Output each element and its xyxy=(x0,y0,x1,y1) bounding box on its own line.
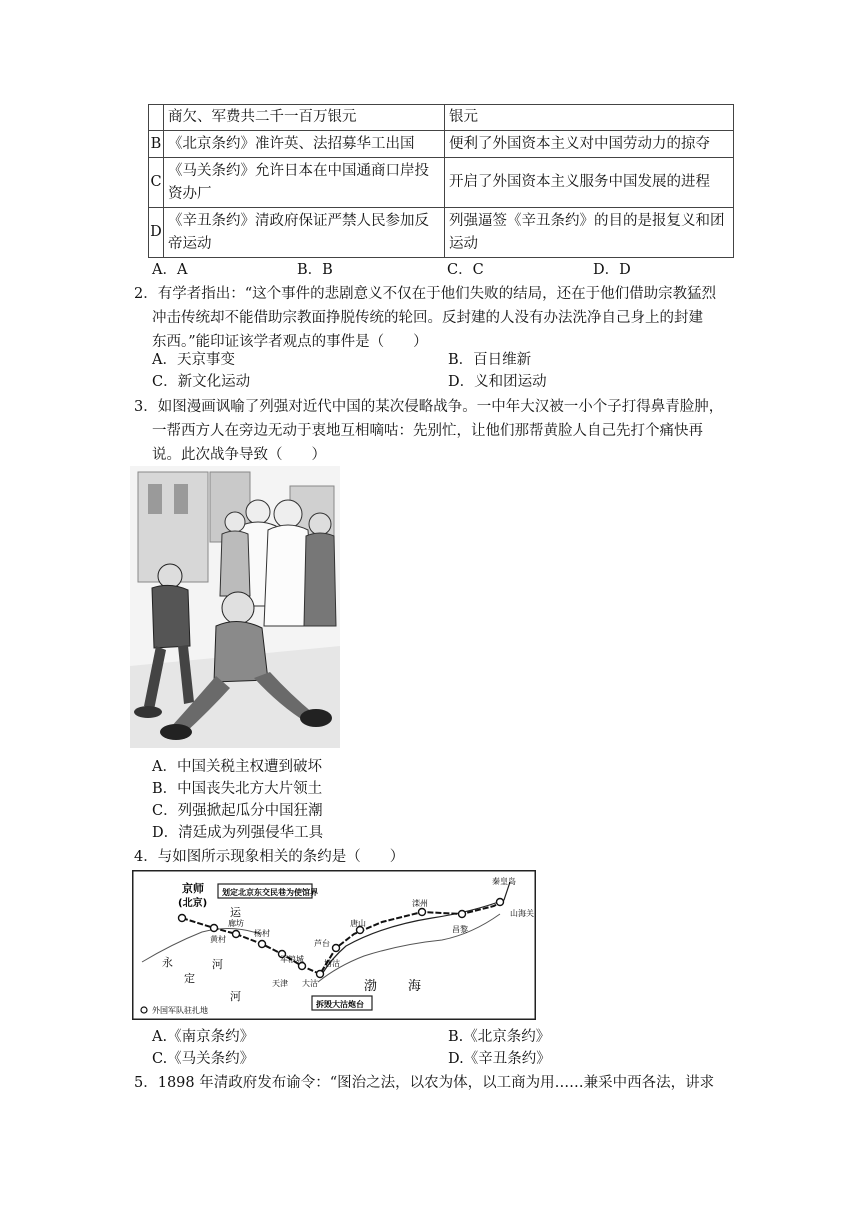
map-label-capital-sub: (北京) xyxy=(178,898,208,909)
map-box-legation: 划定北京东交民巷为使馆界 xyxy=(222,888,318,897)
q2-stem-line: 东西。”能印证该学者观点的事件是（ ） xyxy=(152,334,428,350)
q2-option-b[interactable]: B．百日维新 xyxy=(448,352,532,368)
table-cell-event: 商欠、军费共二千一百万银元 xyxy=(164,105,445,131)
q3-stem-line: 3．如图漫画讽喻了列强对近代中国的某次侵略战争。一中年大汉被一小个子打得鼻青脸肿， xyxy=(134,399,724,415)
table-cell-key xyxy=(149,105,164,131)
q3-option-d[interactable]: D．清廷成为列强侵华工具 xyxy=(152,825,324,841)
map-legend: 外国军队驻扎地 xyxy=(152,1006,208,1015)
q2-option-d[interactable]: D．义和团运动 xyxy=(448,374,547,390)
map-place: 滦州 xyxy=(412,899,428,908)
map-place: 芦台 xyxy=(314,939,330,948)
q4-option-a[interactable]: A.《南京条约》 xyxy=(152,1029,255,1045)
q1-option-b[interactable]: B．B xyxy=(297,262,333,278)
q5-stem-line: 5．1898 年清政府发布谕令：“图治之法，以农为体，以工商为用……兼采中西各法，讲求 xyxy=(134,1075,715,1091)
map-place: 秦皇岛 xyxy=(492,877,516,886)
map-water-label: 河 xyxy=(212,958,223,971)
q1-option-c[interactable]: C．C xyxy=(447,262,484,278)
q3-option-c[interactable]: C．列强掀起瓜分中国狂潮 xyxy=(152,803,323,819)
q2-option-a[interactable]: A．天京事变 xyxy=(152,352,235,368)
table-row xyxy=(149,105,734,131)
map-place: 大沽 xyxy=(302,979,318,988)
q3-stem-line: 一帮西方人在旁边无动于衷地互相嘀咕：先别忙，让他们那帮黄脸人自己先打个痛快再 xyxy=(152,423,703,439)
map-place: 杨村 xyxy=(254,929,270,938)
table-cell-conclusion: 开启了外国资本主义服务中国发展的进程 xyxy=(445,158,734,208)
map-place: 廊坊 xyxy=(228,919,244,928)
q4-stem: 4．与如图所示现象相关的条约是（ ） xyxy=(134,849,405,865)
table-row xyxy=(149,131,734,158)
table-cell-key: B xyxy=(149,131,164,158)
q4-option-c[interactable]: C.《马关条约》 xyxy=(152,1051,255,1067)
q4-option-b[interactable]: B.《北京条约》 xyxy=(448,1029,551,1045)
q2-stem-line: 2．有学者指出：“这个事件的悲剧意义不仅在于他们失败的结局，还在于他们借助宗教猛烈 xyxy=(134,286,717,302)
map-place: 黄村 xyxy=(210,935,226,944)
table-cell-key: C xyxy=(149,158,164,208)
map-place: 军粮城 xyxy=(280,955,304,964)
map-place: 山海关 xyxy=(510,909,534,918)
table-row xyxy=(149,208,734,258)
table-cell-conclusion: 列强逼签《辛丑条约》的目的是报复义和团运动 xyxy=(445,208,734,258)
table-cell-conclusion: 银元 xyxy=(445,105,734,131)
map-water-label: 渤 xyxy=(364,979,378,994)
q4-option-d[interactable]: D.《辛丑条约》 xyxy=(448,1051,551,1067)
map-label-capital: 京师 xyxy=(182,882,204,895)
q2-option-c[interactable]: C．新文化运动 xyxy=(152,374,251,390)
map-place: 塘沽 xyxy=(324,959,340,968)
map-water-label: 定 xyxy=(184,972,195,985)
map-water-label: 永 xyxy=(162,956,173,969)
table-cell-event: 《马关条约》允许日本在中国通商口岸投资办厂 xyxy=(164,158,445,208)
table-cell-conclusion: 便利了外国资本主义对中国劳动力的掠夺 xyxy=(445,131,734,158)
map-place: 唐山 xyxy=(350,919,366,928)
q2-stem-line: 冲击传统却不能借助宗教面挣脱传统的轮回。反封建的人没有办法洗净自己身上的封建 xyxy=(152,310,703,326)
legend-station-icon xyxy=(141,1007,147,1013)
map-box-fort: 拆毁大沽炮台 xyxy=(316,1000,364,1009)
q3-option-b[interactable]: B．中国丧失北方大片领土 xyxy=(152,781,323,797)
table-cell-key: D xyxy=(149,208,164,258)
table-cell-event: 《北京条约》准许英、法招募华工出国 xyxy=(164,131,445,158)
answer-table xyxy=(148,104,734,258)
political-cartoon-image xyxy=(130,466,340,748)
q1-option-d[interactable]: D．D xyxy=(593,262,631,278)
table-cell-event: 《辛丑条约》清政府保证严禁人民参加反帝运动 xyxy=(164,208,445,258)
map-water-label: 河 xyxy=(230,990,241,1003)
map-water-label: 海 xyxy=(408,979,422,994)
map-water-label: 运 xyxy=(230,906,241,919)
map-place: 昌黎 xyxy=(452,925,468,934)
historical-map-image xyxy=(132,870,536,1020)
map-place: 天津 xyxy=(272,979,288,988)
q1-option-a[interactable]: A．A xyxy=(152,262,188,278)
q3-option-a[interactable]: A．中国关税主权遭到破坏 xyxy=(152,759,322,775)
table-row xyxy=(149,158,734,208)
q3-stem-line: 说。此次战争导致（ ） xyxy=(152,447,326,463)
